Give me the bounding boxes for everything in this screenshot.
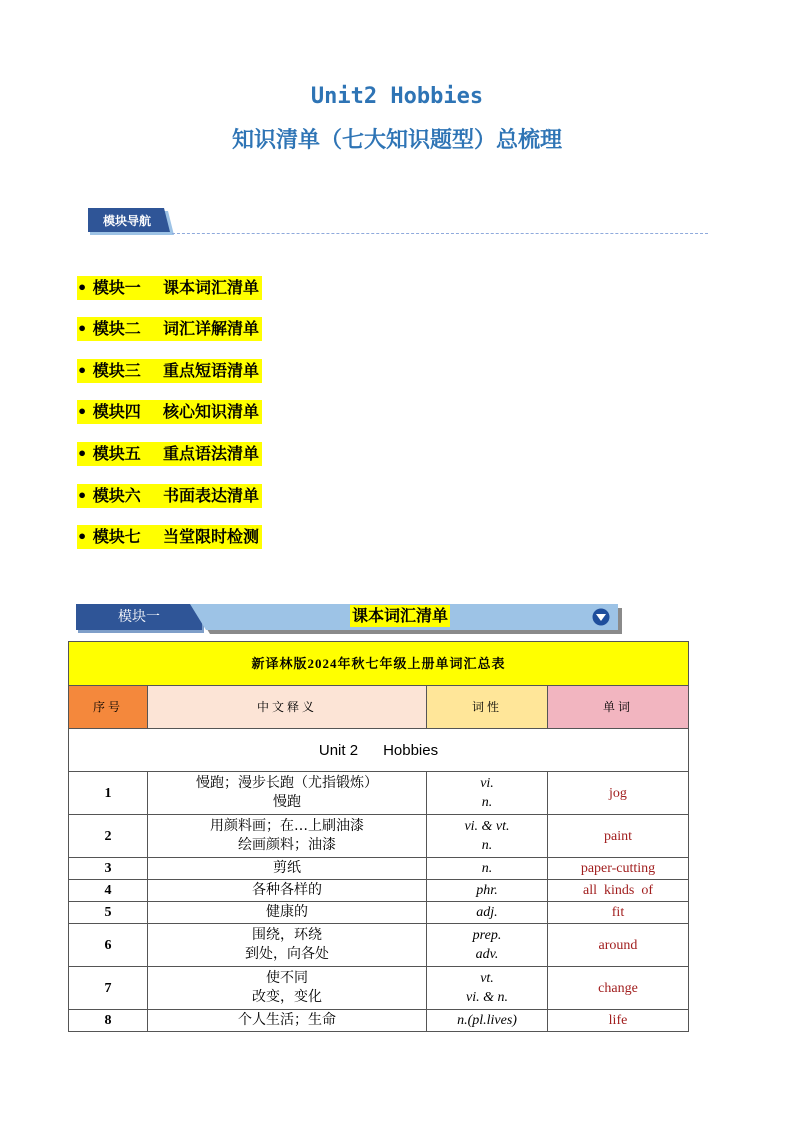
row-number: 8 (69, 1010, 148, 1032)
table-caption-row (69, 642, 689, 686)
table-caption: 新译林版2024年秋七年级上册单词汇总表 (69, 642, 689, 686)
meaning-line: 绘画颜料；油漆 (238, 837, 336, 853)
row-part-of-speech (427, 772, 548, 815)
module-item-7[interactable] (77, 525, 262, 549)
row-word: jog (548, 772, 689, 815)
nav-tab-label: 模块导航 (102, 214, 151, 228)
module-item-2[interactable] (77, 317, 262, 341)
row-word: all kinds of (548, 880, 689, 902)
row-part-of-speech (427, 880, 548, 902)
pos-line: phr. (476, 883, 498, 898)
module-name: 课本词汇清单 (163, 278, 260, 297)
column-header-word: 单词 (548, 686, 689, 729)
row-part-of-speech (427, 815, 548, 858)
pos-line: n. (481, 861, 493, 876)
table-row (69, 815, 689, 858)
row-word: change (548, 967, 689, 1010)
pos-line: n.(pl.lives) (457, 1013, 517, 1028)
row-number: 2 (69, 815, 148, 858)
pos-line: vt. (480, 971, 494, 986)
row-number: 3 (69, 858, 148, 880)
row-word: paper-cutting (548, 858, 689, 880)
module-number: • 模块五 (77, 444, 141, 463)
module-name: 书面表达清单 (163, 486, 260, 505)
row-part-of-speech (427, 1010, 548, 1032)
pos-line: vi. & n. (466, 990, 508, 1005)
table-row (69, 924, 689, 967)
module-item-3[interactable] (77, 359, 262, 383)
row-chinese-meaning (148, 858, 427, 880)
row-word: paint (548, 815, 689, 858)
module-name: 重点语法清单 (163, 444, 260, 463)
section-module-label: 模块一 (118, 609, 160, 625)
pos-line: adv. (475, 947, 499, 962)
module-item-6[interactable] (77, 484, 262, 508)
row-part-of-speech (427, 967, 548, 1010)
page-title: Unit2 Hobbies (310, 84, 484, 109)
pos-line: vi. & vt. (464, 819, 510, 834)
pos-line: vi. (480, 776, 494, 791)
column-header-pos: 词性 (427, 686, 548, 729)
meaning-line: 慢跑 (273, 794, 301, 810)
meaning-line: 各种各样的 (252, 882, 322, 898)
row-word: fit (548, 902, 689, 924)
meaning-line: 围绕，环绕 (252, 927, 322, 943)
pos-line: n. (481, 795, 493, 810)
unit-row (69, 729, 689, 772)
table-body (69, 772, 689, 1032)
module-number: • 模块六 (77, 486, 141, 505)
row-chinese-meaning (148, 902, 427, 924)
module-number: • 模块七 (77, 527, 141, 546)
row-number: 6 (69, 924, 148, 967)
table-row (69, 967, 689, 1010)
row-chinese-meaning (148, 772, 427, 815)
row-chinese-meaning (148, 1010, 427, 1032)
pos-line: adj. (476, 905, 498, 920)
row-chinese-meaning (148, 815, 427, 858)
column-header-number: 序号 (69, 686, 148, 729)
column-header-chinese: 中文释义 (148, 686, 427, 729)
row-word: life (548, 1010, 689, 1032)
table-header-row (69, 686, 689, 729)
nav-divider (172, 233, 708, 234)
vocabulary-table (68, 641, 689, 1032)
triangle-down-circle-icon[interactable] (592, 608, 610, 626)
meaning-line: 个人生活；生命 (238, 1012, 336, 1028)
pos-line: n. (481, 838, 493, 853)
pos-line: prep. (472, 928, 502, 943)
row-part-of-speech (427, 858, 548, 880)
row-chinese-meaning (148, 924, 427, 967)
row-number: 5 (69, 902, 148, 924)
unit-label: Unit 2 Hobbies (69, 729, 689, 772)
meaning-line: 健康的 (266, 904, 308, 920)
module-number: • 模块二 (77, 319, 141, 338)
meaning-line: 到处，向各处 (245, 946, 329, 962)
meaning-line: 改变，变化 (252, 989, 322, 1005)
row-number: 4 (69, 880, 148, 902)
module-number: • 模块四 (77, 402, 141, 421)
row-part-of-speech (427, 924, 548, 967)
page-subtitle: 知识清单（七大知识题型）总梳理 (231, 127, 562, 153)
row-chinese-meaning (148, 880, 427, 902)
table-row (69, 902, 689, 924)
table-row (69, 772, 689, 815)
module-number: • 模块一 (77, 278, 141, 297)
module-name: 当堂限时检测 (163, 527, 260, 546)
row-number: 1 (69, 772, 148, 815)
module-item-1[interactable] (77, 276, 262, 300)
table-row (69, 858, 689, 880)
row-chinese-meaning (148, 967, 427, 1010)
meaning-line: 慢跑；漫步长跑（尤指锻炼） (196, 775, 378, 791)
module-number: • 模块三 (77, 361, 141, 380)
row-part-of-speech (427, 902, 548, 924)
section-title: 课本词汇清单 (352, 606, 449, 625)
row-number: 7 (69, 967, 148, 1010)
row-word: around (548, 924, 689, 967)
section-header-bar (76, 604, 622, 634)
module-name: 核心知识清单 (163, 402, 260, 421)
table-row (69, 880, 689, 902)
meaning-line: 使不同 (266, 970, 308, 986)
module-name: 重点短语清单 (163, 361, 260, 380)
meaning-line: 用颜料画；在…上刷油漆 (210, 818, 364, 834)
module-item-5[interactable] (77, 442, 262, 466)
module-nav-tab (88, 208, 172, 234)
module-name: 词汇详解清单 (163, 319, 260, 338)
module-item-4[interactable] (77, 400, 262, 424)
meaning-line: 剪纸 (273, 860, 301, 876)
table-row (69, 1010, 689, 1032)
